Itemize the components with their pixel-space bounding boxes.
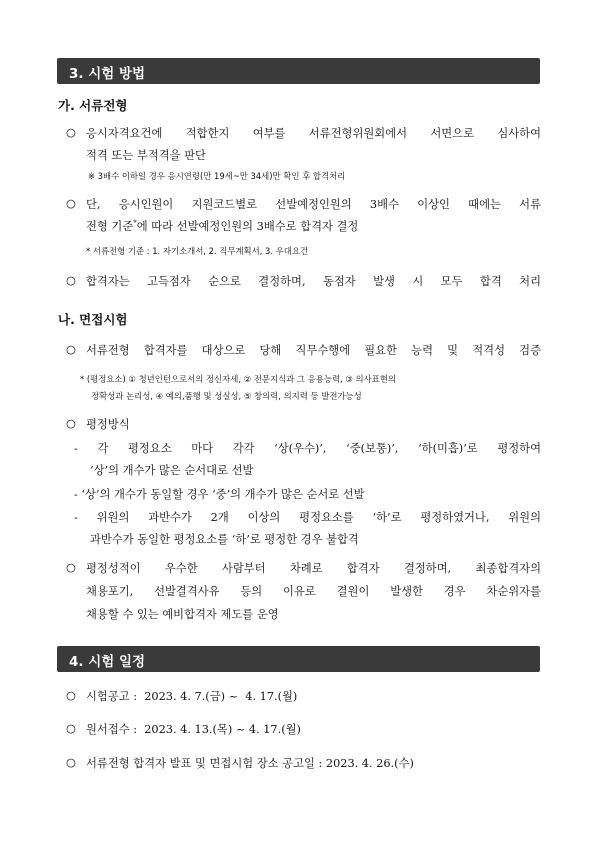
interview-paragraph-3-line-1: 평정성적이 우수한 사람부터 차례로 합격자 결정하며, 최종합격자의 — [86, 562, 541, 575]
bullet: ○ — [66, 417, 76, 430]
criteria-term: 전형 기준 — [86, 220, 134, 233]
bullet: ○ — [66, 274, 76, 287]
screening-paragraph-2-line-2 — [86, 218, 358, 234]
screening-criteria-note: * 서류전형 기준 : 1. 자기소개서, 2. 직무계획서, 3. 우대요건 — [86, 246, 309, 256]
bullet: ○ — [66, 756, 76, 769]
evaluation-elements-note-line-2: 정확성과 논리성, ④ 예의,품행 및 성실성, ⑤ 창의력, 의지력 등 발전가능성 — [91, 391, 362, 401]
evaluation-method-label: 평정방식 — [86, 418, 130, 431]
interview-paragraph-3-line-2: 채용포기, 선발결격사유 등의 이유로 결원이 발생한 경우 차순위자를 — [86, 585, 541, 598]
subsection-document-screening: 가. 서류전형 — [58, 98, 128, 113]
method-dash-1-line-1: - 각 평정요소 마다 각각 ‘상(우수)’, ‘중(보통)’, ‘하(미흡)’로 평정하여 — [74, 442, 541, 455]
bullet: ○ — [66, 343, 76, 356]
section-4-title: 4. 시험 일정 — [69, 654, 146, 670]
method-dash-3-line-2: 과반수가 동일한 평정요소를 ‘하’로 평정한 경우 불합격 — [90, 533, 359, 546]
subsection-interview: 나. 면접시험 — [58, 312, 128, 327]
screening-paragraph-1-line-2: 적격 또는 부적격을 판단 — [86, 149, 206, 162]
method-dash-3-line-1: - 위원의 과반수가 2개 이상의 평정요소를 ‘하’로 평정하였거나, 위원의 — [74, 511, 541, 524]
interview-paragraph-1: 서류전형 합격자를 대상으로 당해 직무수행에 필요한 능력 및 적격성 검증 — [86, 344, 541, 357]
bullet: ○ — [66, 722, 76, 735]
bullet: ○ — [66, 561, 76, 574]
screening-paragraph-3: 합격자는 고득점자 순으로 결정하며, 동점자 발생 시 모두 합격 처리 — [86, 275, 541, 288]
screening-note-1: ※ 3배수 이하일 경우 응시연령(만 19세~만 34세)만 확인 후 합격처리 — [88, 171, 346, 181]
footnote-mark: * — [133, 219, 137, 228]
interview-paragraph-3-line-3: 채용할 수 있는 예비합격자 제도를 운영 — [86, 608, 279, 621]
schedule-result-announcement: 서류전형 합격자 발표 및 면접시험 장소 공고일 : 2023. 4. 26.(수) — [86, 757, 414, 770]
section-4-header — [57, 646, 540, 672]
schedule-announcement: 시험공고 : 2023. 4. 7.(금) ~ 4. 17.(월) — [86, 690, 298, 703]
bullet: ○ — [66, 197, 76, 210]
criteria-rest: 에 따라 선발예정인원의 3배수로 합격자 결정 — [136, 220, 359, 233]
bullet: ○ — [66, 689, 76, 702]
method-dash-1-line-2: ‘상’의 개수가 많은 순서대로 선발 — [90, 464, 254, 477]
evaluation-elements-note-line-1: * (평정요소) ① 청년인턴으로서의 정신자세, ② 전문지식과 그 응용능력, ③ 의사표현의 — [80, 374, 396, 384]
screening-paragraph-2-line-1: 단, 응시인원이 지원코드별로 선발예정인원의 3배수 이상인 때에는 서류 — [86, 198, 541, 211]
section-3-header — [57, 58, 540, 84]
section-3-title: 3. 시험 방법 — [69, 66, 146, 82]
screening-paragraph-1-line-1: 응시자격요건에 적합한지 여부를 서류전형위원회에서 서면으로 심사하여 — [86, 127, 541, 140]
bullet: ○ — [66, 126, 76, 139]
method-dash-2: - ‘상’의 개수가 동일할 경우 ‘중’의 개수가 많은 순서로 선발 — [74, 488, 365, 501]
schedule-application: 원서접수 : 2023. 4. 13.(목) ~ 4. 17.(월) — [86, 723, 301, 736]
